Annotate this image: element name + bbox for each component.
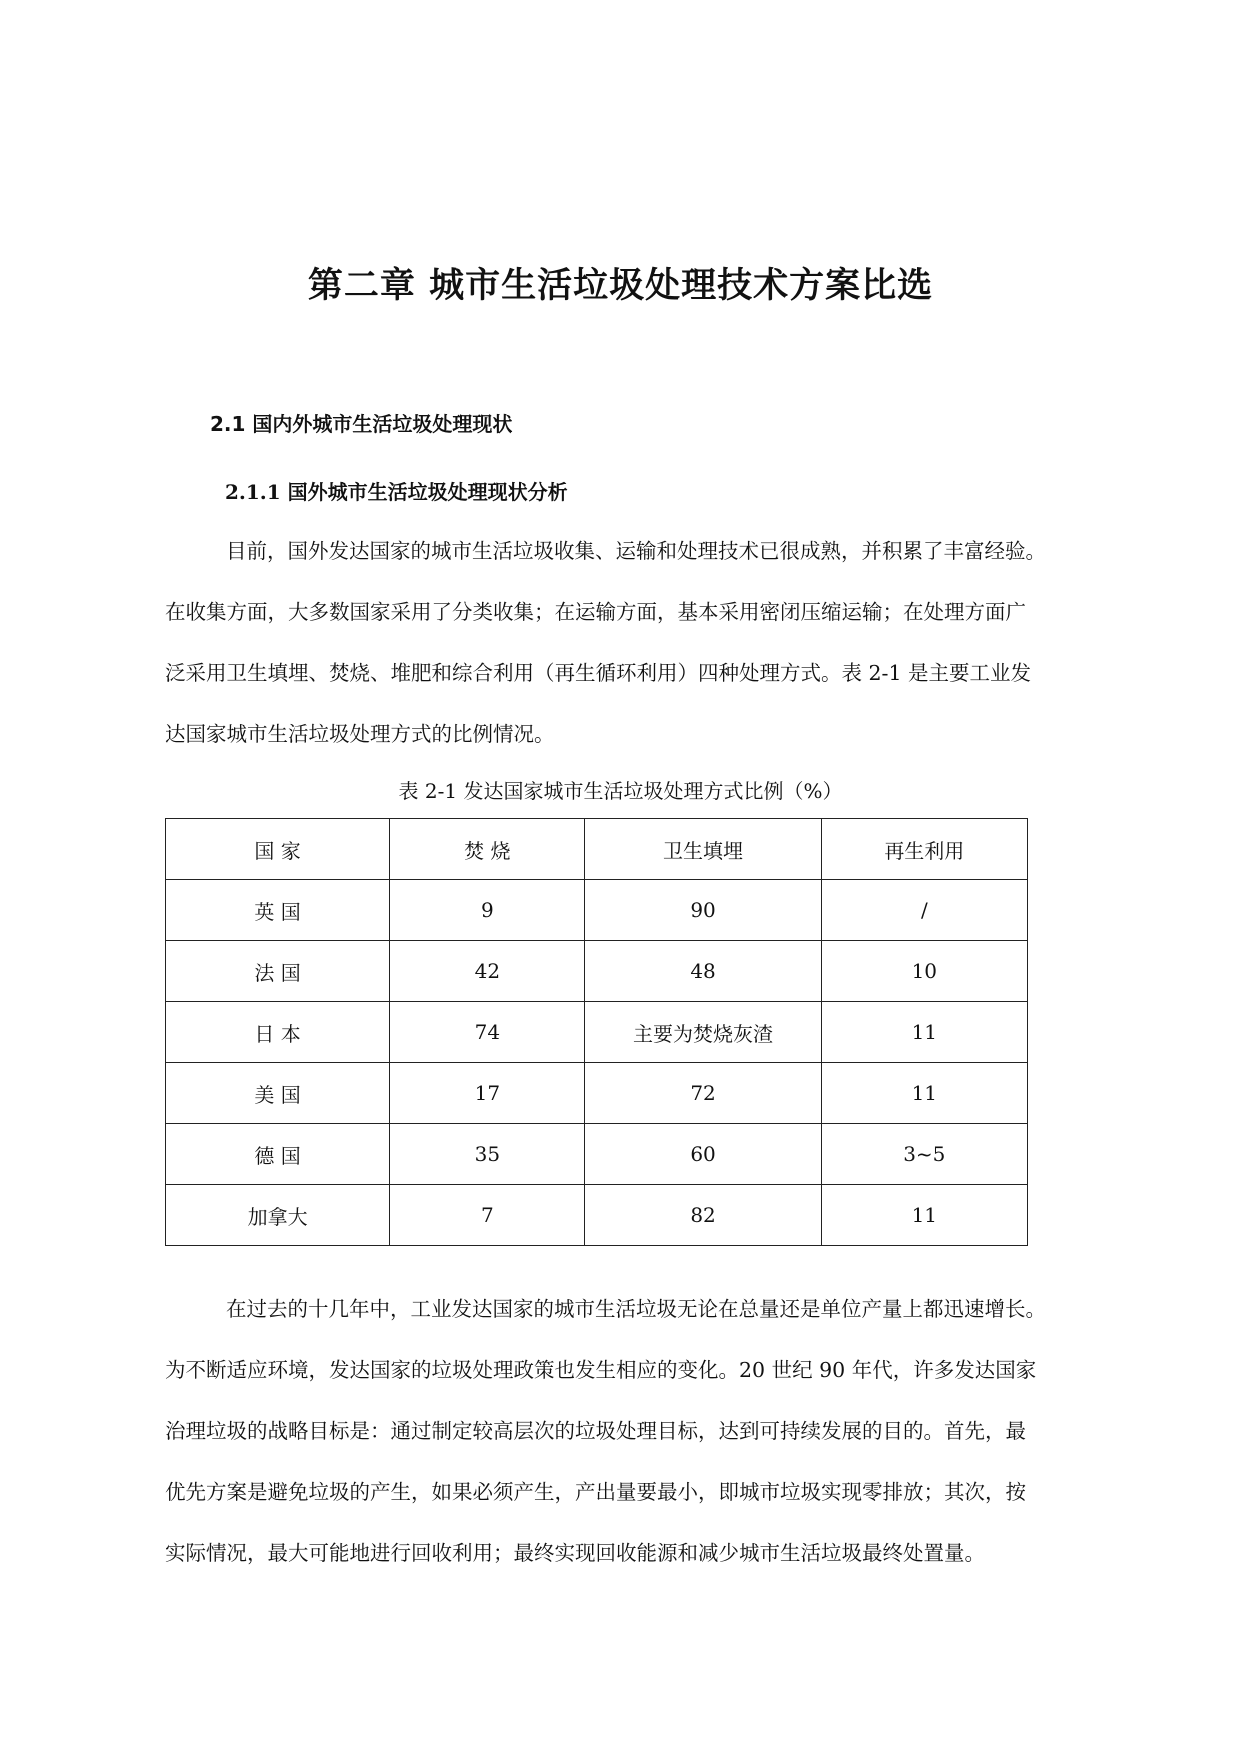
intro-paragraph <box>165 521 1090 765</box>
cell-landfill: 72 <box>585 1063 821 1124</box>
paragraph-line: 为不断适应环境，发达国家的垃圾处理政策也发生相应的变化。20 世纪 90 年代，许多发达国家 <box>165 1358 1037 1382</box>
paragraph-line: 在收集方面，大多数国家采用了分类收集；在运输方面，基本采用密闭压缩运输；在处理方面广 <box>165 600 1026 624</box>
paragraph-line: 泛采用卫生填埋、焚烧、堆肥和综合利用（再生循环利用）四种处理方式。表 2-1 是主要工业发 <box>165 661 1032 685</box>
cell-country: 法 国 <box>166 941 390 1002</box>
table-row <box>166 1002 1028 1063</box>
cell-recycling: 10 <box>821 941 1027 1002</box>
section-heading: 2.1 国内外城市生活垃圾处理现状 <box>210 412 513 436</box>
table-row <box>166 941 1028 1002</box>
paragraph-line: 目前，国外发达国家的城市生活垃圾收集、运输和处理技术已很成熟，并积累了丰富经验。 <box>226 539 1046 563</box>
cell-landfill: 60 <box>585 1124 821 1185</box>
paragraph-line: 治理垃圾的战略目标是：通过制定较高层次的垃圾处理目标，达到可持续发展的目的。首先，最 <box>165 1419 1026 1443</box>
cell-incineration: 7 <box>390 1185 585 1246</box>
cell-country: 德 国 <box>166 1124 390 1185</box>
cell-incineration: 9 <box>390 880 585 941</box>
table-row <box>166 1185 1028 1246</box>
paragraph-line: 在过去的十几年中，工业发达国家的城市生活垃圾无论在总量还是单位产量上都迅速增长。 <box>226 1297 1046 1321</box>
cell-landfill: 48 <box>585 941 821 1002</box>
policy-paragraph <box>165 1279 1090 1584</box>
disposal-ratio-table <box>165 818 1028 1246</box>
table-header-row <box>166 819 1028 880</box>
cell-landfill: 82 <box>585 1185 821 1246</box>
table-caption: 表 2-1 发达国家城市生活垃圾处理方式比例（%） <box>398 779 843 803</box>
cell-landfill: 90 <box>585 880 821 941</box>
cell-incineration: 42 <box>390 941 585 1002</box>
subsection-heading: 2.1.1 国外城市生活垃圾处理现状分析 <box>225 480 568 504</box>
cell-recycling: 11 <box>821 1002 1027 1063</box>
table-row <box>166 1063 1028 1124</box>
cell-country: 美 国 <box>166 1063 390 1124</box>
table-row <box>166 1124 1028 1185</box>
cell-recycling: 11 <box>821 1185 1027 1246</box>
paragraph-line: 优先方案是避免垃圾的产生，如果必须产生，产出量要最小，即城市垃圾实现零排放；其次，按 <box>165 1480 1026 1504</box>
cell-recycling: 11 <box>821 1063 1027 1124</box>
cell-landfill: 主要为焚烧灰渣 <box>585 1002 821 1063</box>
cell-recycling: 3~5 <box>821 1124 1027 1185</box>
chapter-title: 第二章 城市生活垃圾处理技术方案比选 <box>307 266 934 306</box>
header-country: 国 家 <box>166 819 390 880</box>
table-row <box>166 880 1028 941</box>
header-landfill: 卫生填埋 <box>585 819 821 880</box>
paragraph-line: 达国家城市生活垃圾处理方式的比例情况。 <box>165 722 555 746</box>
cell-incineration: 35 <box>390 1124 585 1185</box>
cell-recycling: / <box>821 880 1027 941</box>
cell-incineration: 17 <box>390 1063 585 1124</box>
header-incineration: 焚 烧 <box>390 819 585 880</box>
cell-incineration: 74 <box>390 1002 585 1063</box>
cell-country: 加拿大 <box>166 1185 390 1246</box>
paragraph-line: 实际情况，最大可能地进行回收利用；最终实现回收能源和减少城市生活垃圾最终处置量。 <box>165 1541 985 1565</box>
cell-country: 英 国 <box>166 880 390 941</box>
cell-country: 日 本 <box>166 1002 390 1063</box>
header-recycling: 再生利用 <box>821 819 1027 880</box>
